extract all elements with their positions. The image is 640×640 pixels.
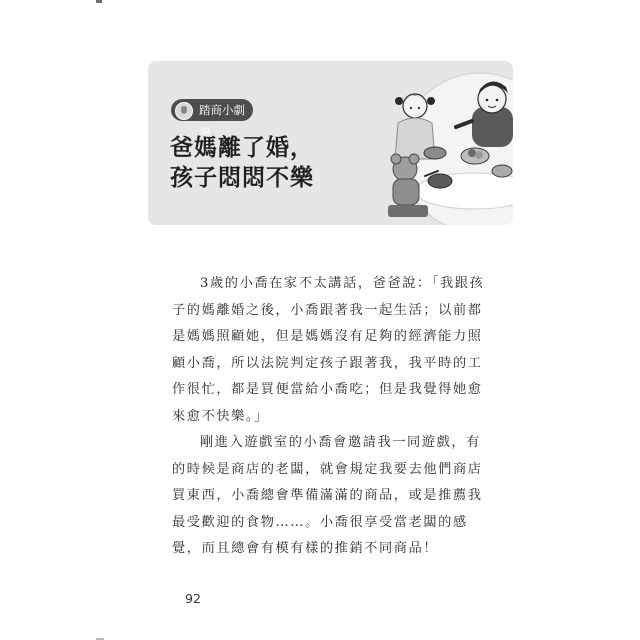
paragraph-2: 剛進入遊戲室的小喬會邀請我一同遊戲，有的時候是商店的老闆，就會規定我要去他們商店買東西，小喬總會準備滿滿的商品，或是推薦我最受歡迎的食物……。小喬很享受當老闆的感覺，而且總會有模有樣的推銷不同商品！ (172, 435, 483, 556)
article-body (172, 271, 490, 563)
chapter-title-line2: 孩子悶悶不樂 (170, 165, 314, 191)
chapter-title-line1: 爸媽離了婚， (170, 135, 314, 161)
lightbulb-icon (175, 102, 193, 120)
section-tag-label: 踏商小劇場 (199, 103, 245, 139)
family-dinner-illustration (380, 61, 513, 225)
page-corner-mark (96, 0, 102, 3)
chapter-header-card (148, 61, 513, 225)
section-tag (171, 99, 253, 139)
paragraph-1: 3歲的小喬在家不太講話，爸爸說：「我跟孩子的媽離婚之後，小喬跟著我一起生活；以前都是媽媽照顧她，但是媽媽沒有足夠的經濟能力照顧小喬，所以法院判定孩子跟著我，我平時的工作很忙，都是買便當給小喬吃；但是我覺得她愈來愈不快樂。」 (172, 276, 485, 424)
page-number: 92 (185, 591, 201, 606)
